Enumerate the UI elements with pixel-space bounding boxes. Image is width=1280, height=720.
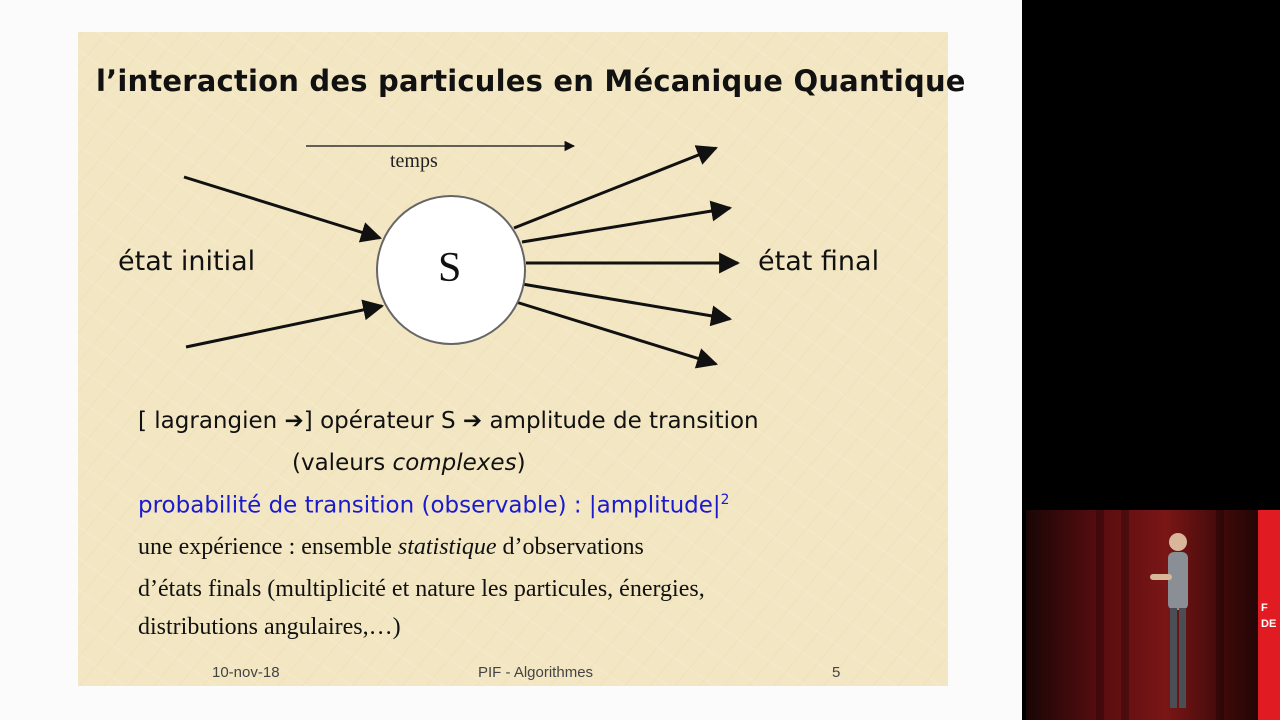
complex-values-line: (valeurs complexes) (292, 450, 526, 476)
logo-glyph: DE (1261, 618, 1277, 630)
logo-glyph: F (1261, 602, 1268, 614)
footer-title: PIF - Algorithmes (478, 664, 594, 681)
s-operator-label: S (438, 245, 462, 291)
incoming-arrow (184, 177, 380, 238)
speaker-figure (1146, 520, 1206, 720)
initial-state-label: état initial (118, 246, 256, 277)
time-label: temps (390, 150, 438, 172)
curtain-fold (1096, 510, 1104, 720)
slide (78, 32, 966, 686)
angular-distributions-line: distributions angulaires,…) (138, 614, 401, 640)
curtain-fold (1121, 510, 1129, 720)
curtain-fold (1216, 510, 1224, 720)
final-state-label: état final (758, 246, 880, 277)
incoming-arrow (186, 306, 382, 347)
footer-date: 10-nov-18 (212, 664, 280, 681)
experiment-line: une expérience : ensemble statistique d’observations (138, 534, 644, 560)
scattering-diagram (78, 32, 948, 392)
final-states-line: d’états finals (multiplicité et nature les particules, énergies, (138, 576, 705, 602)
slide-title: l’interaction des particules en Mécanique Quantique (96, 64, 966, 98)
logo-banner (1258, 510, 1280, 720)
speaker-video-inset (1026, 510, 1280, 720)
probability-line: probabilité de transition (observable) : $|amplitude|^2$ (138, 492, 730, 519)
lagrangian-line: [ lagrangien ➔] opérateur S ➔ amplitude de transition (138, 408, 759, 434)
footer-page-number: 5 (832, 664, 841, 681)
